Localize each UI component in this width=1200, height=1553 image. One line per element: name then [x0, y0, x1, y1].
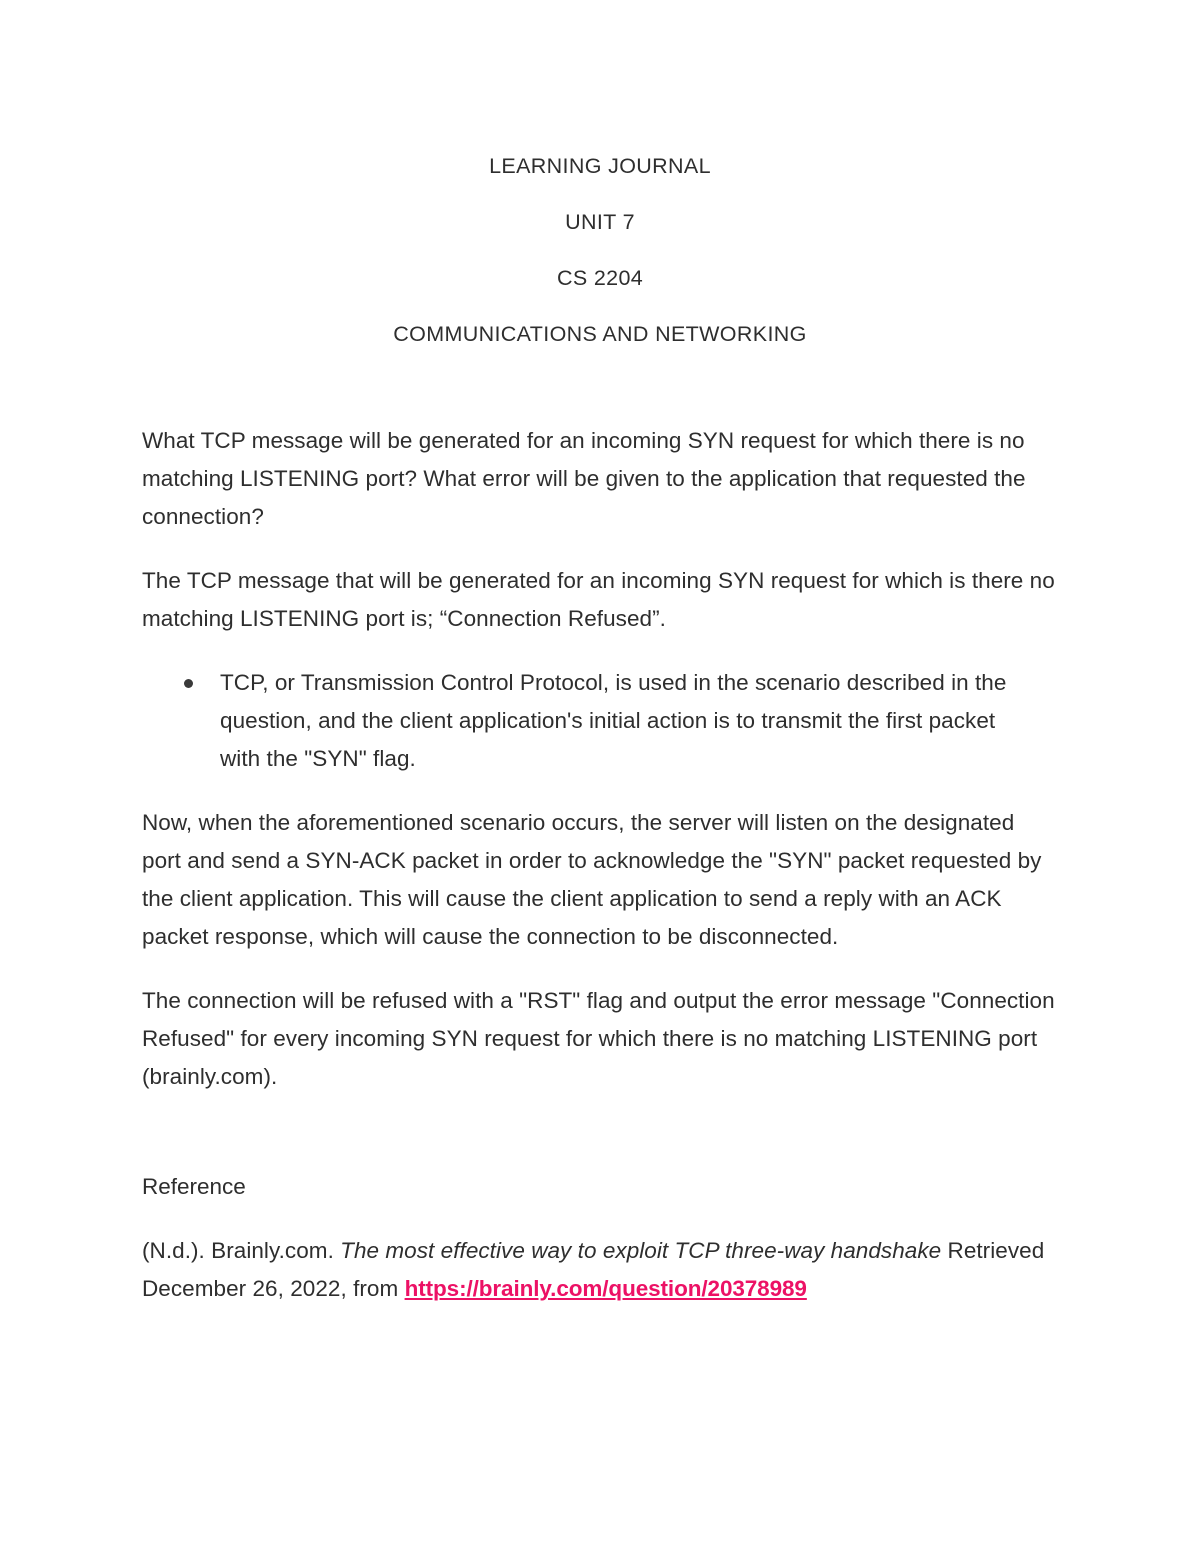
list-item-text: TCP, or Transmission Control Protocol, is used in the scenario described in the question, and the client application's initial action is to transmit the first packet with the "SYN" flag.: [220, 670, 1007, 771]
paragraph-answer: The TCP message that will be generated for an incoming SYN request for which is there no matching LISTENING port is; “Connection Refused”.: [142, 568, 1055, 631]
reference-citation: [142, 1232, 1058, 1308]
title-line-unit: UNIT 7: [565, 210, 635, 234]
citation-middle: Retrieved December 26, 2022, from: [142, 1238, 1045, 1301]
section-spacer: [142, 1122, 1058, 1168]
paragraph-scenario: Now, when the aforementioned scenario occurs, the server will listen on the designated port and send a SYN-ACK packet in order to acknowledge the "SYN" packet requested by the client application. This will cause the client application to send a reply with an ACK packet response, which will cause the connection to be disconnected.: [142, 810, 1042, 949]
body-block: [142, 422, 1058, 1308]
title-block: [142, 0, 1058, 362]
title-line-course-code: CS 2204: [556, 266, 644, 290]
citation-title-italic: The most effective way to exploit TCP three-way handshake: [340, 1238, 942, 1263]
paragraph-question: What TCP message will be generated for an incoming SYN request for which there is no matching LISTENING port? What error will be given to the application that requested the connection?: [142, 428, 1026, 529]
reference-url-link[interactable]: https://brainly.com/question/20378989: [404, 1276, 807, 1301]
citation-prefix: (N.d.). Brainly.com.: [142, 1238, 341, 1263]
title-line-course-name: COMMUNICATIONS AND NETWORKING: [393, 322, 807, 346]
list-item: [220, 664, 1058, 778]
document-content: [142, 0, 1058, 1308]
paragraph-conclusion: The connection will be refused with a "RST" flag and output the error message "Connection Refused" for every incoming SYN request for which there is no matching LISTENING port (brainly.com).: [142, 988, 1055, 1089]
title-line-learning-journal: LEARNING JOURNAL: [489, 154, 711, 178]
reference-heading: Reference: [142, 1174, 246, 1199]
bullet-list: [142, 664, 1058, 778]
bullet-dot-icon: [184, 679, 193, 688]
